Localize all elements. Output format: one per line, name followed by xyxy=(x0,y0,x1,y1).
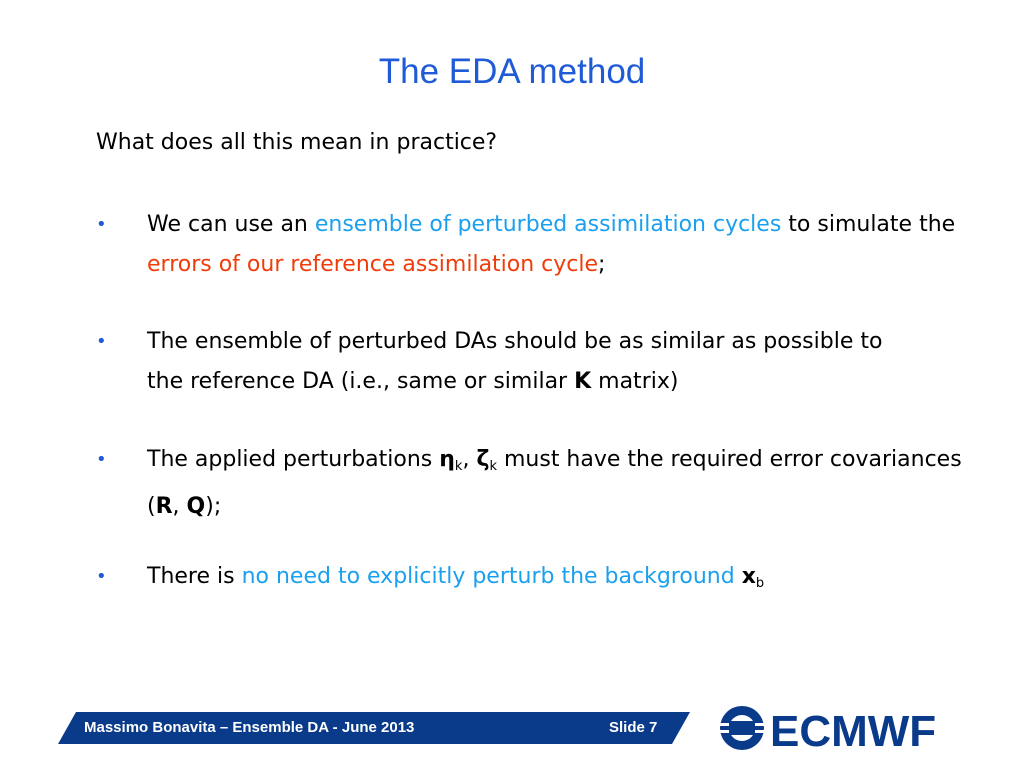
intro-text: What does all this mean in practice? xyxy=(96,130,498,155)
matrix-K: K xyxy=(574,369,592,394)
symbol-zeta: ζ xyxy=(476,447,490,472)
bullet-1-text: We can use an ensemble of perturbed assimilation cycles to simulate the errors of our reference assimilation cycle; xyxy=(147,212,956,277)
symbol-x: x xyxy=(741,564,756,589)
bullet-3-text: The applied perturbations $\eta_k$, $\zeta_k$ must have the required error covariances (R, Q); xyxy=(147,447,962,519)
bullet-1 xyxy=(96,205,956,285)
bullet-4 xyxy=(96,557,956,604)
bullet-2-text: The ensemble of perturbed DAs should be as similar as possible to the reference DA (i.e., same or similar K matrix) xyxy=(147,329,883,394)
bullet-4-text: There is no need to explicitly perturb the background $x_b$ xyxy=(147,564,765,591)
matrix-R: R xyxy=(155,494,173,519)
bullet-marker: • xyxy=(96,449,107,470)
highlight-ensemble: ensemble of perturbed assimilation cycles xyxy=(314,212,782,237)
matrix-Q: Q xyxy=(186,494,206,519)
bullet-marker: • xyxy=(96,566,107,587)
bullet-marker: • xyxy=(96,214,107,235)
slide-number: Slide 7 xyxy=(609,719,658,736)
symbol-eta: η xyxy=(439,447,455,472)
logo-text: ECMWF xyxy=(770,707,937,752)
highlight-errors: errors of our reference assimilation cycle xyxy=(147,252,599,277)
highlight-no-need: no need to explicitly perturb the background xyxy=(241,564,735,589)
bullet-3 xyxy=(96,440,986,527)
footer-presenter: Massimo Bonavita – Ensemble DA - June 2013 xyxy=(84,719,415,736)
ecmwf-logo xyxy=(718,704,963,752)
bullet-2 xyxy=(96,322,896,402)
bullet-marker: • xyxy=(96,331,107,352)
slide-title: The EDA method xyxy=(378,52,646,91)
